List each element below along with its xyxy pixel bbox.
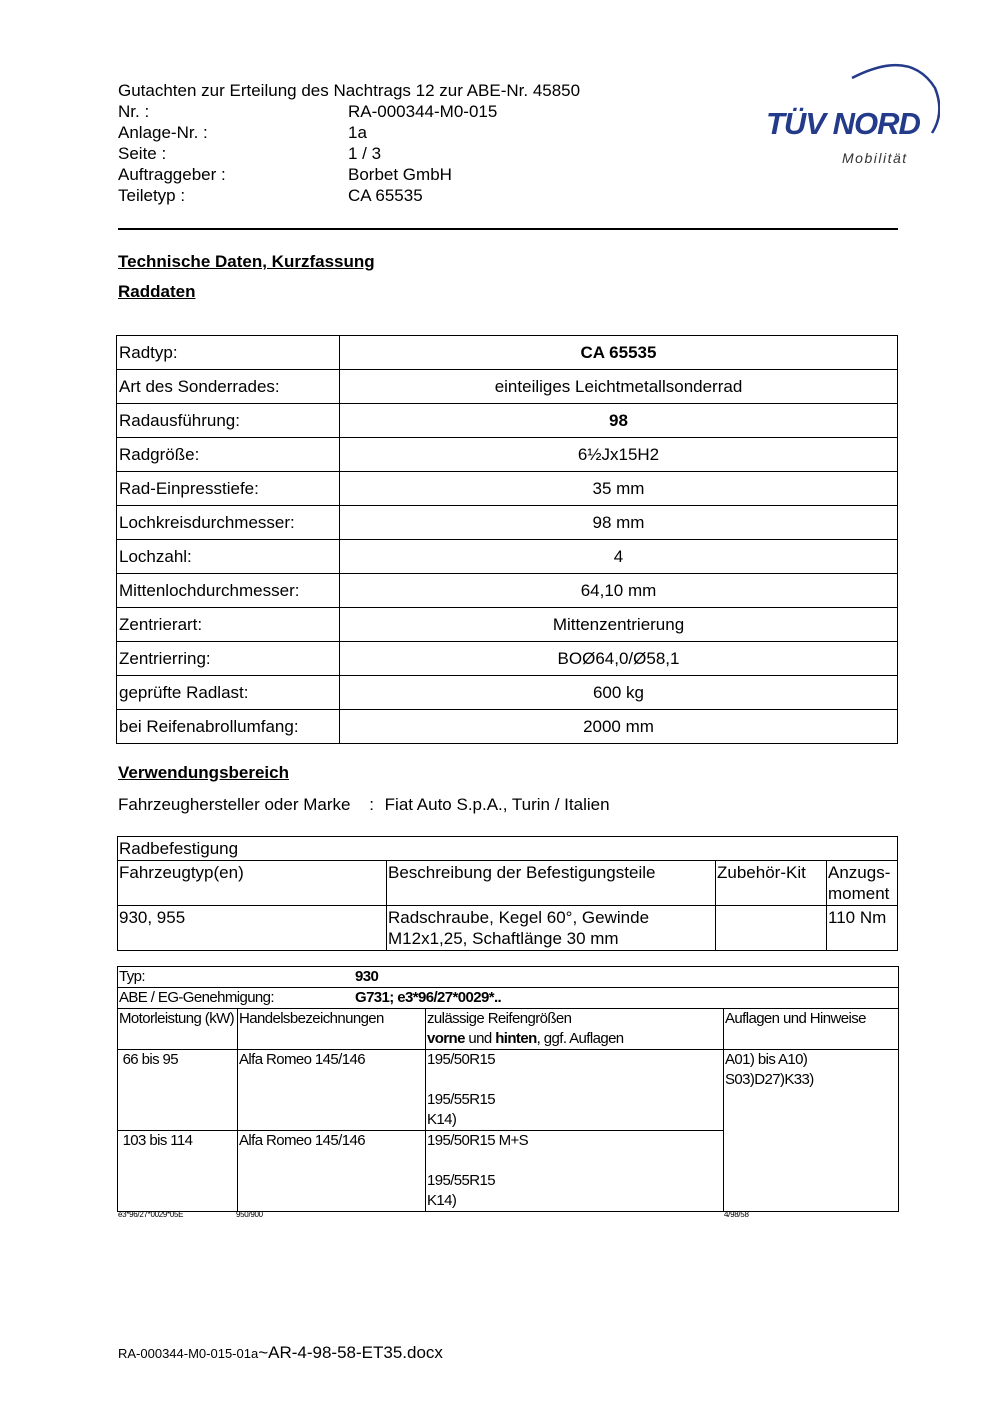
- raddaten-value: einteiliges Leichtmetallsonderrad: [340, 370, 898, 404]
- reifen-post: , ggf. Auflagen: [536, 1030, 624, 1047]
- tuev-nord-logo: [760, 58, 940, 173]
- reifen-vorne: vorne: [427, 1030, 465, 1047]
- befestigung-table: [117, 836, 898, 951]
- header-label: Anlage-Nr. :: [118, 123, 208, 142]
- cell-handel: Alfa Romeo 145/146: [238, 1050, 426, 1131]
- raddaten-value: CA 65535: [340, 336, 898, 370]
- auflagen-line: A01) bis A10): [725, 1051, 808, 1068]
- reifen-line: [427, 1151, 722, 1171]
- raddaten-label: bei Reifenabrollumfang:: [117, 710, 340, 744]
- header-row-auftraggeber: [118, 164, 580, 185]
- cell-motor: 66 bis 95: [118, 1050, 238, 1131]
- typ-cell: [118, 967, 899, 988]
- reifen-header-sub: [427, 1029, 722, 1049]
- cell-reifen: [426, 1050, 724, 1131]
- reifen-line: 195/50R15 M+S: [427, 1132, 529, 1149]
- table-row: [118, 1009, 899, 1050]
- table-row: [118, 1050, 899, 1131]
- header-cell: Handelsbezeichnungen: [238, 1009, 426, 1050]
- befestigung-title: Radbefestigung: [118, 837, 898, 861]
- raddaten-label: Radgröße:: [117, 438, 340, 472]
- reifen-line: 195/55R15: [427, 1172, 495, 1189]
- auflagen-line: S03)D27)K33): [725, 1071, 814, 1088]
- typ-footer-code: e3*96/27*0029*05E: [118, 1210, 184, 1219]
- raddaten-label: Lochkreisdurchmesser:: [117, 506, 340, 540]
- header-divider: [118, 228, 898, 230]
- header-cell: Motorleistung (kW): [118, 1009, 238, 1050]
- header-label: Teiletyp :: [118, 186, 186, 205]
- footer-doc-id: RA-000344-M0-015-01a: [118, 1346, 259, 1361]
- page-footer: [118, 1343, 443, 1363]
- reifen-line: 195/55R15: [427, 1091, 495, 1108]
- table-row: [117, 642, 898, 676]
- abe-cell: [118, 988, 899, 1009]
- header-cell: Zubehör-Kit: [716, 861, 827, 906]
- typ-table: [117, 966, 899, 1212]
- typ-value: 930: [355, 968, 379, 985]
- table-row: [118, 967, 899, 988]
- raddaten-value: Mittenzentrierung: [340, 608, 898, 642]
- header-cell: Anzugs-moment: [827, 861, 898, 906]
- header-cell: Auflagen und Hinweise: [724, 1009, 899, 1050]
- reifen-und: und: [464, 1030, 496, 1047]
- table-row: [117, 676, 898, 710]
- header-cell-reifen: [426, 1009, 724, 1050]
- raddaten-value: 2000 mm: [340, 710, 898, 744]
- header-value: Borbet GmbH: [348, 165, 452, 184]
- raddaten-label: Radausführung:: [117, 404, 340, 438]
- raddaten-label: Zentrierring:: [117, 642, 340, 676]
- raddaten-label: geprüfte Radlast:: [117, 676, 340, 710]
- footer-filename: ~AR-4-98-58-ET35.docx: [258, 1343, 443, 1362]
- header-label: Nr. :: [118, 102, 150, 121]
- cell-beschreibung: Radschraube, Kegel 60°, Gewinde M12x1,25, Schaftlänge 30 mm: [387, 906, 716, 951]
- section-title: Technische Daten, Kurzfassung: [118, 252, 375, 271]
- logo-wordmark: TÜV NORD: [766, 106, 920, 141]
- table-row: [117, 574, 898, 608]
- cell-kit: [716, 906, 827, 951]
- typ-label: Typ:: [119, 968, 145, 985]
- table-row: [117, 404, 898, 438]
- raddaten-value: 64,10 mm: [340, 574, 898, 608]
- raddaten-value: 35 mm: [340, 472, 898, 506]
- header-cell: Fahrzeugtyp(en): [118, 861, 387, 906]
- header-row-anlage: [118, 122, 580, 143]
- raddaten-table: [116, 335, 898, 744]
- header-value: 1 / 3: [348, 144, 382, 163]
- typ-footer-type: 950/900: [236, 1210, 263, 1219]
- table-row: [118, 906, 898, 951]
- raddaten-label: Mittenlochdurchmesser:: [117, 574, 340, 608]
- raddaten-label: Art des Sonderrades:: [117, 370, 340, 404]
- reifen-line: K14): [427, 1192, 457, 1209]
- raddaten-value: 6½Jx15H2: [340, 438, 898, 472]
- verwendung-title: Verwendungsbereich: [118, 763, 289, 782]
- cell-typ: 930, 955: [118, 906, 387, 951]
- hersteller-line: [118, 795, 610, 815]
- raddaten-value: 600 kg: [340, 676, 898, 710]
- hersteller-separator: :: [369, 795, 374, 814]
- raddaten-label: Lochzahl:: [117, 540, 340, 574]
- hersteller-label: Fahrzeughersteller oder Marke: [118, 795, 351, 814]
- raddaten-value: BOØ64,0/Ø58,1: [340, 642, 898, 676]
- reifen-hinten: hinten: [495, 1030, 537, 1047]
- raddaten-label: Rad-Einpresstiefe:: [117, 472, 340, 506]
- table-row: [117, 370, 898, 404]
- raddaten-value: 98 mm: [340, 506, 898, 540]
- table-row: [117, 710, 898, 744]
- reifen-line: [427, 1070, 722, 1090]
- header-row-teiletyp: [118, 185, 580, 206]
- header-value: CA 65535: [348, 186, 423, 205]
- header-title: Gutachten zur Erteilung des Nachtrags 12 zur ABE-Nr. 45850: [118, 81, 581, 100]
- cell-moment: 110 Nm: [827, 906, 898, 951]
- logo-subtitle: Mobilität: [842, 150, 908, 166]
- header-label: Auftraggeber :: [118, 165, 226, 184]
- header-label: Seite :: [118, 144, 167, 163]
- header-value: 1a: [348, 123, 367, 142]
- raddaten-title: Raddaten: [118, 282, 196, 301]
- hersteller-value: Fiat Auto S.p.A., Turin / Italien: [384, 795, 610, 814]
- table-row: [117, 608, 898, 642]
- cell-auflagen: [724, 1050, 899, 1212]
- table-row: [117, 506, 898, 540]
- header-row-nr: [118, 101, 580, 122]
- table-row: [117, 438, 898, 472]
- raddaten-label: Radtyp:: [117, 336, 340, 370]
- header-value: RA-000344-M0-015: [348, 102, 498, 121]
- table-row: [118, 837, 898, 861]
- table-row: [118, 988, 899, 1009]
- abe-label: ABE / EG-Genehmigung:: [119, 989, 274, 1006]
- reifen-line: K14): [427, 1111, 457, 1128]
- table-row: [117, 540, 898, 574]
- reifen-line: 195/50R15: [427, 1051, 495, 1068]
- raddaten-value: 98: [340, 404, 898, 438]
- header-cell: Beschreibung der Befestigungsteile: [387, 861, 716, 906]
- header-row-seite: [118, 143, 580, 164]
- typ-footer-ref: 4/98/58: [724, 1210, 749, 1219]
- abe-value: G731; e3*96/27*0029*..: [355, 989, 502, 1006]
- raddaten-label: Zentrierart:: [117, 608, 340, 642]
- table-row: [118, 861, 898, 906]
- cell-handel: Alfa Romeo 145/146: [238, 1131, 426, 1212]
- reifen-header-line: zulässige Reifengrößen: [427, 1010, 572, 1027]
- table-row: [117, 336, 898, 370]
- document-header: [118, 80, 580, 206]
- cell-reifen: [426, 1131, 724, 1212]
- cell-motor: 103 bis 114: [118, 1131, 238, 1212]
- raddaten-value: 4: [340, 540, 898, 574]
- table-row: [117, 472, 898, 506]
